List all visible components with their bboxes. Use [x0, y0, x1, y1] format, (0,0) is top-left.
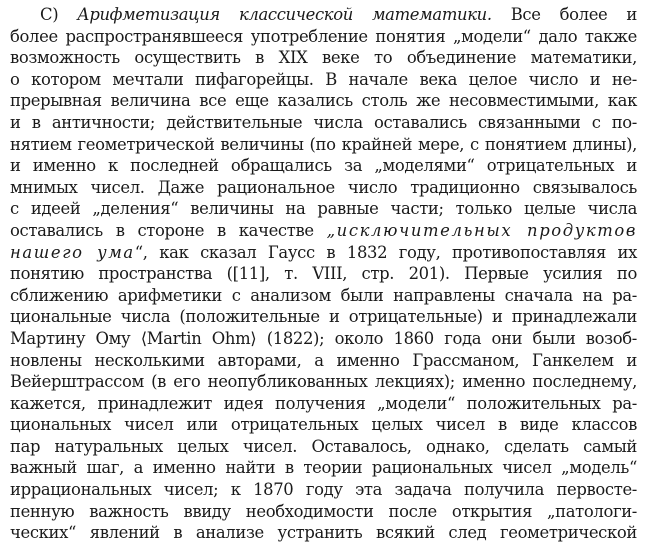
text-run: С) — [40, 5, 78, 24]
text-run: более распространявшееся употребление понятия „модели“ дало также — [10, 26, 637, 46]
emphasis-run: Арифметизация классической математики. — [77, 5, 492, 24]
text-line — [10, 177, 637, 199]
text-line — [10, 371, 637, 393]
text-line — [10, 306, 637, 328]
text-line — [10, 112, 637, 134]
text-line — [10, 350, 637, 372]
text-run: оставались в стороне в качестве — [10, 220, 327, 240]
emphasis-run: нашего ума — [10, 242, 135, 262]
text-line — [10, 134, 637, 156]
text-line — [10, 90, 637, 112]
text-run: понятию пространства ([11], т. VIII, стр. 201). Первые усилия по — [10, 264, 637, 284]
text-run: возможность осуществить в XIX веке то объединение математики, — [10, 48, 637, 68]
text-run: ческих“ явлений в анализе устранить всякий след геометрической — [10, 523, 637, 543]
text-run: кажется, принадлежит идея получения „модели“ положительных ра- — [10, 393, 637, 413]
text-run: сближению арифметики с анализом были направлены сначала на ра- — [10, 285, 637, 305]
text-run: Вейерштрассом (в его неопубликованных лекциях); именно последнему, — [10, 372, 637, 392]
emphasis-run: „исключительных продуктов — [326, 220, 637, 240]
text-run: нятием геометрической величины (по крайней мере, с понятием длины), — [10, 134, 637, 154]
text-line — [10, 501, 637, 523]
text-line — [10, 26, 637, 48]
text-run: прерывная величина все еще казались столь же несовместимыми, как — [10, 91, 637, 111]
text-run: и в античности; действительные числа оставались связанными с по- — [10, 112, 637, 132]
text-line — [10, 522, 637, 544]
text-run: Все более и — [491, 5, 637, 24]
text-line — [10, 69, 637, 91]
text-line — [10, 414, 637, 436]
text-run: о котором мечтали пифагорейцы. В начале века целое число и не- — [10, 69, 637, 89]
text-run: с идеей „деления“ величины на равные части; только целые числа — [10, 199, 637, 219]
text-run: Мартину Ому ⟨Martin Ohm⟩ (1822); около 1860 года они были возоб- — [10, 328, 637, 348]
text-run: мнимых чисел. Даже рациональное число традиционно связывалось — [10, 177, 637, 197]
text-line — [10, 155, 637, 177]
text-line — [10, 198, 637, 220]
text-run: циональных чисел или отрицательных целых чисел в виде классов — [10, 415, 637, 435]
text-run: новлены несколькими авторами, а именно Грассманом, Ганкелем и — [10, 350, 637, 370]
text-line — [10, 220, 637, 242]
text-run: и именно к последней обращались за „моделями“ отрицательных и — [10, 156, 637, 176]
text-line — [10, 242, 637, 264]
text-line — [10, 479, 637, 501]
text-line — [10, 47, 637, 69]
text-run: пар натуральных целых чисел. Оставалось, однако, сделать самый — [10, 436, 637, 456]
paragraph-body — [10, 4, 637, 544]
text-run: пенную важность ввиду необходимости после открытия „патологи- — [10, 501, 637, 521]
text-run: иррациональных чисел; к 1870 году эта задача получила первосте- — [10, 480, 637, 500]
text-run: циональные числа (положительные и отрицательные) и принадлежали — [10, 307, 637, 327]
text-line — [10, 285, 637, 307]
text-line — [10, 328, 637, 350]
text-run: важный шаг, а именно найти в теории рациональных чисел „модель“ — [10, 458, 637, 478]
text-line — [10, 263, 637, 285]
text-line — [10, 436, 637, 458]
text-line — [10, 457, 637, 479]
text-line — [10, 393, 637, 415]
text-run: “, как сказал Гаусс в 1832 году, противопоставляя их — [134, 242, 638, 262]
text-line — [10, 4, 637, 26]
